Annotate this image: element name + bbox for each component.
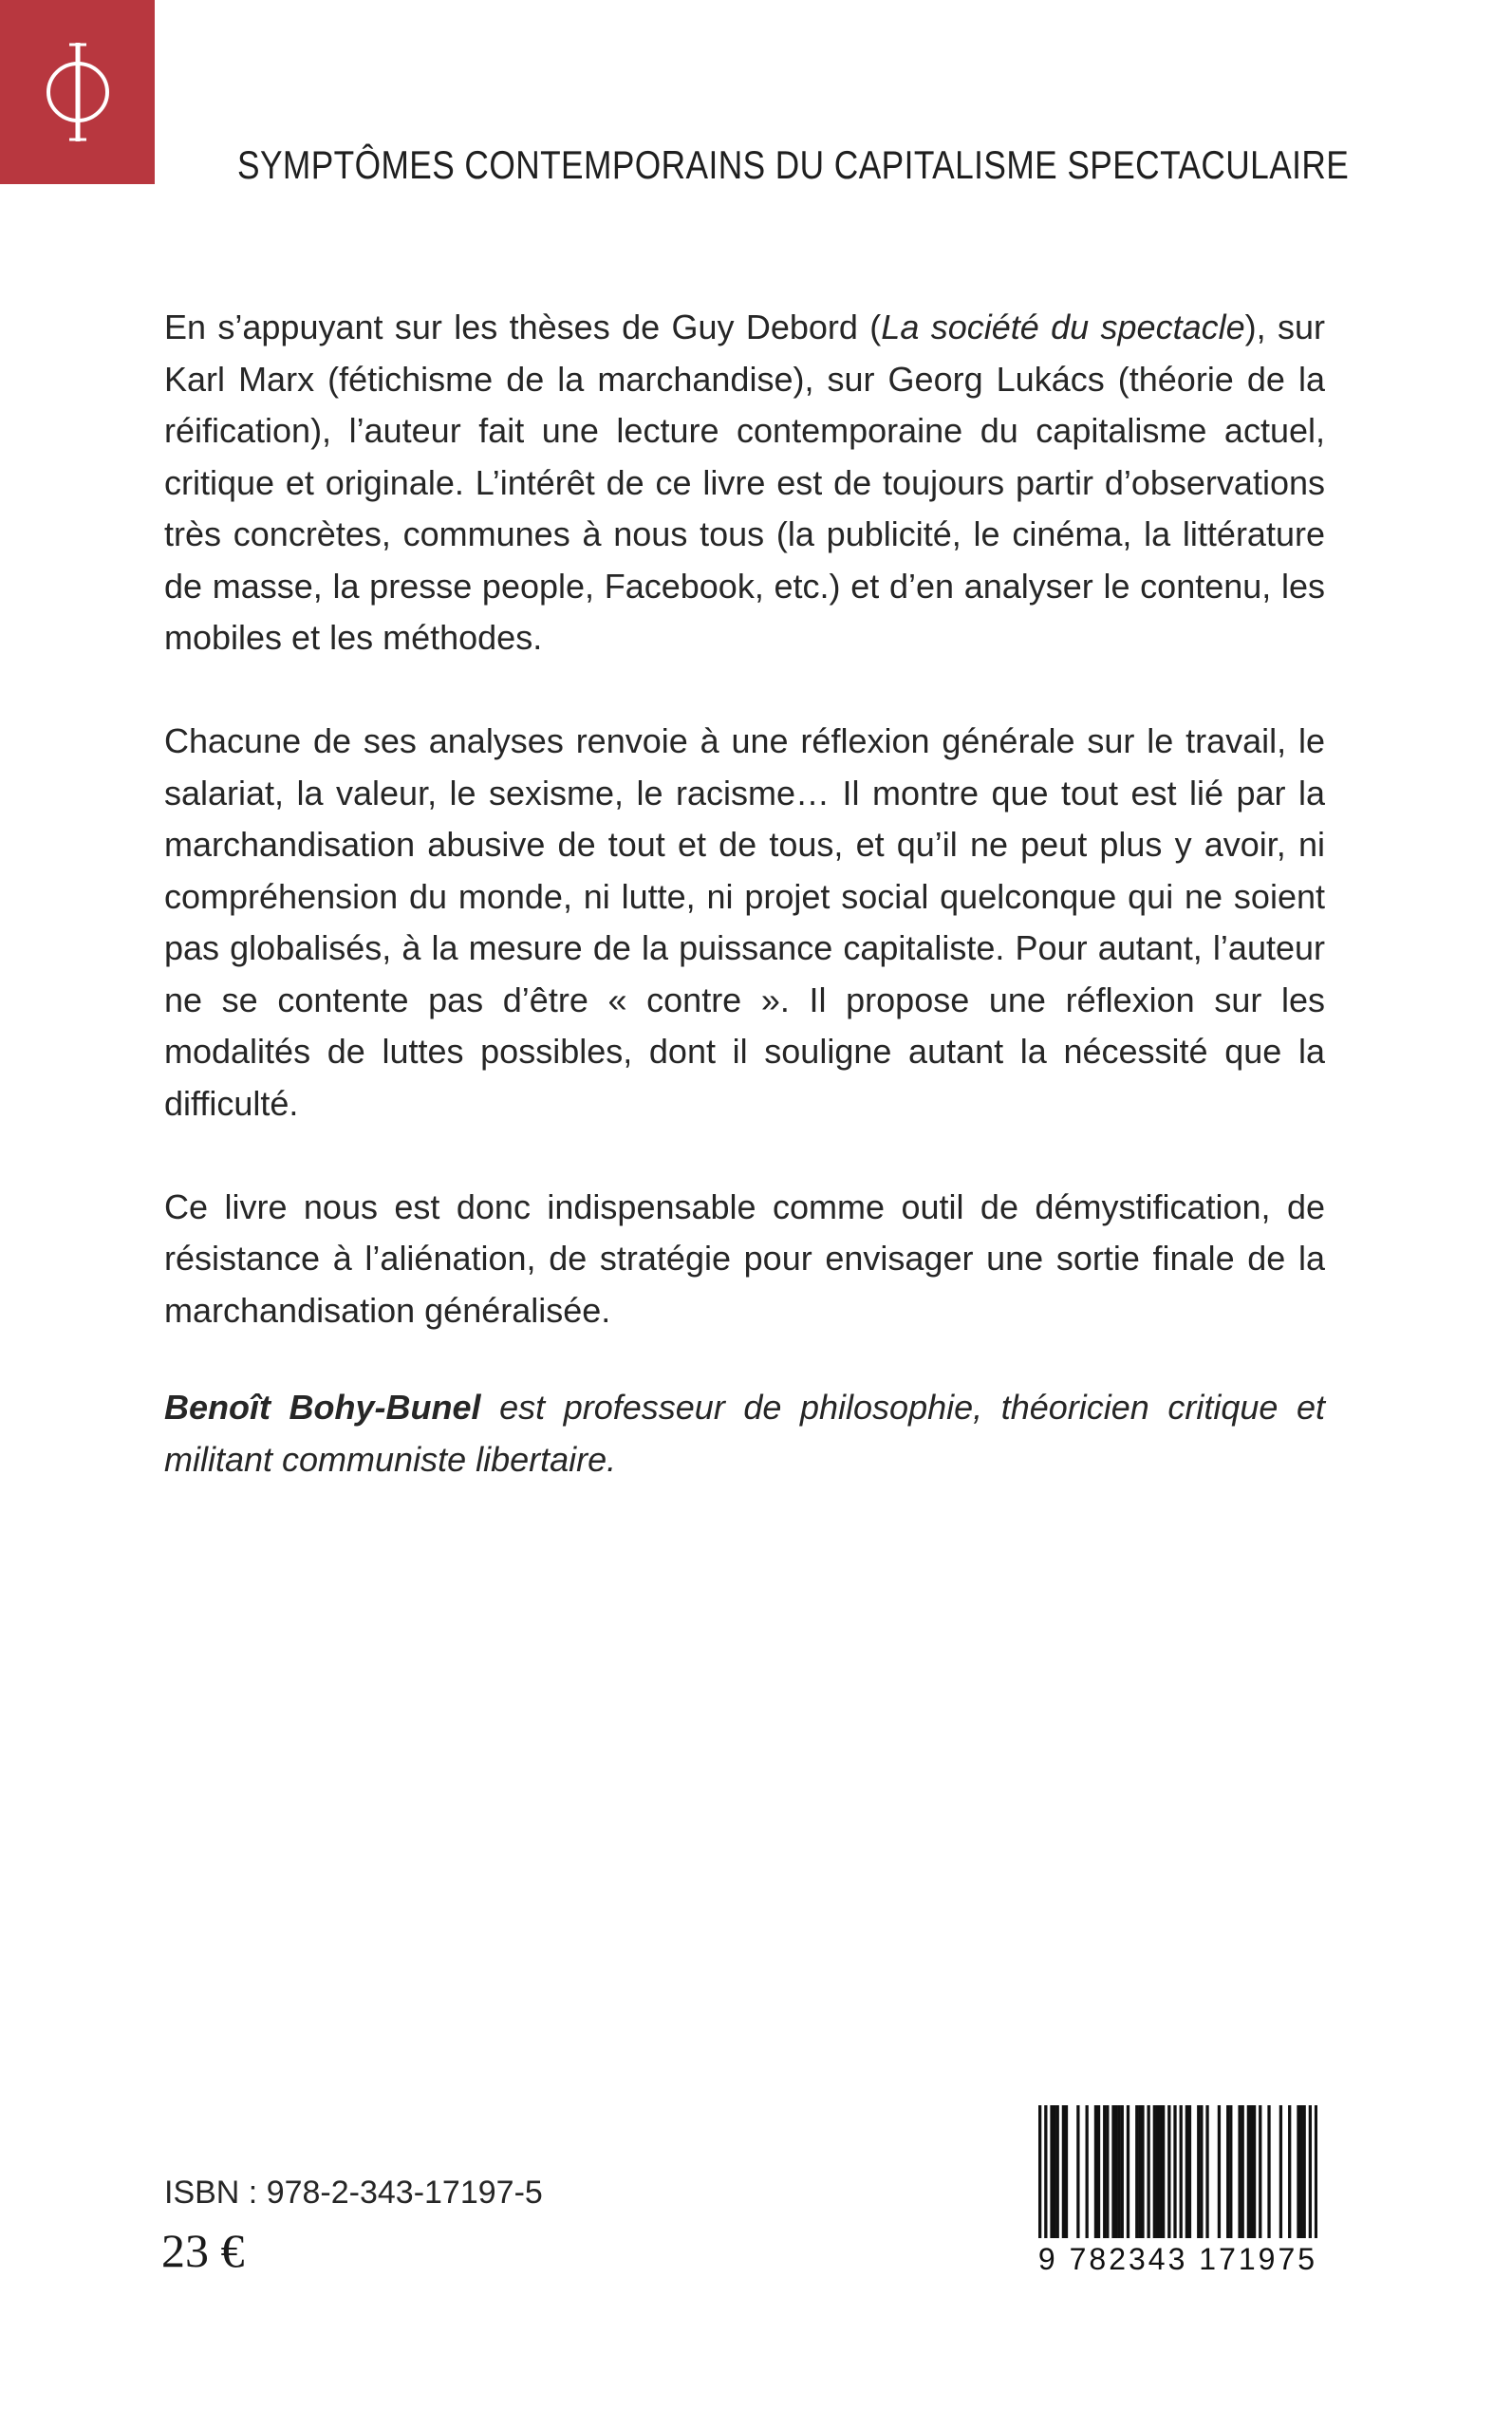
phi-logo-icon <box>35 35 121 149</box>
barcode-bar <box>1106 2105 1109 2248</box>
book-title-reference: La société du spectacle <box>881 308 1245 346</box>
barcode-bar <box>1148 2105 1150 2248</box>
barcode-bar <box>1309 2105 1312 2248</box>
barcode-bar <box>1056 2105 1059 2248</box>
barcode-bars-icon <box>1038 2105 1317 2248</box>
barcode-bar <box>1086 2105 1089 2248</box>
barcode-bar <box>1076 2105 1079 2248</box>
barcode-bar <box>1053 2105 1055 2248</box>
barcode-bar <box>1218 2105 1221 2248</box>
barcode-bar <box>1247 2105 1250 2248</box>
barcode-bar <box>1303 2105 1306 2248</box>
barcode-bar <box>1180 2105 1183 2248</box>
barcode-bar <box>1315 2105 1317 2248</box>
barcode-bar <box>1162 2105 1165 2248</box>
isbn-text: ISBN : 978-2-343-17197-5 <box>164 2175 543 2211</box>
barcode-bar <box>1297 2105 1299 2248</box>
barcode-bar <box>1197 2105 1200 2248</box>
barcode-bar <box>1111 2105 1114 2248</box>
paragraph-1 <box>164 302 1325 664</box>
barcode-number: 9 782343 171975 <box>1027 2238 1329 2280</box>
barcode-bar <box>1241 2105 1244 2248</box>
author-name: Benoît Bohy-Bunel <box>164 1388 481 1427</box>
barcode-bar <box>1141 2105 1144 2248</box>
barcode-bar <box>1267 2105 1270 2248</box>
author-description: est professeur de philosophie, théoricien critique et militant communiste libertaire. <box>164 1388 1326 1479</box>
barcode-bar <box>1097 2105 1100 2248</box>
paragraph-1-end: ), sur Karl Marx (fétichisme de la marchandise), sur Georg Lukács (théorie de la réification), l’auteur fait une lecture contemporaine du capitalisme actuel, critique et originale. L’intérêt de ce livre est de toujours partir d’observations très concrètes, communes à nous tous (la publicité, le cinéma, la littérature de masse, la presse people, Facebook, etc.) et d’en analyser le contenu, les mobiles et les méthodes. <box>164 308 1325 657</box>
barcode-bar <box>1153 2105 1156 2248</box>
barcode-bar <box>1050 2105 1053 2248</box>
paragraph-2: Chacune de ses analyses renvoie à une réflexion générale sur le travail, le salariat, la valeur, le sexisme, le racisme… Il montre que tout est lié par la marchandisation abusive de tout et de tous, et qu’il ne peut plus y avoir, ni compréhension du monde, ni lutte, ni projet social quelconque qui ne soient pas globalisés, à la mesure de la puissance capitaliste. Pour autant, l’auteur ne se contente pas d’être « contre ». Il propose une réflexion sur les modalités de luttes possibles, dont il souligne autant la nécessité que la difficulté. <box>164 721 1325 1123</box>
barcode-bar <box>1205 2105 1208 2248</box>
barcode-bar <box>1156 2105 1159 2248</box>
barcode-bar <box>1038 2105 1041 2248</box>
barcode-bar <box>1299 2105 1302 2248</box>
barcode-bar <box>1173 2105 1176 2248</box>
paragraph-1-start: En s’appuyant sur les thèses de Guy Debord ( <box>164 308 882 346</box>
barcode-bar <box>1118 2105 1121 2248</box>
barcode-bar <box>1185 2105 1188 2248</box>
price-text: 23 € <box>161 2224 245 2277</box>
barcode-bar <box>1288 2105 1291 2248</box>
barcode-bar <box>1200 2105 1203 2248</box>
barcode-bar <box>1065 2105 1068 2248</box>
barcode-bar <box>1250 2105 1253 2248</box>
paragraph-3: Ce livre nous est donc indispensable comme outil de démystification, de résistance à l’aliénation, de stratégie pour envisager une sortie finale de la marchandisation généralisée. <box>164 1186 1325 1330</box>
author-bio <box>164 1382 1325 1485</box>
barcode-bar <box>1259 2105 1261 2248</box>
barcode-bar <box>1167 2105 1170 2248</box>
barcode-bar <box>1226 2105 1229 2248</box>
barcode-bar <box>1138 2105 1141 2248</box>
barcode-bar <box>1094 2105 1097 2248</box>
barcode-bar <box>1253 2105 1256 2248</box>
barcode-bar <box>1229 2105 1232 2248</box>
barcode-bar <box>1279 2105 1282 2248</box>
series-title: SYMPTÔMES CONTEMPORAINS DU CAPITALISME SPECTACULAIRE <box>237 142 1350 187</box>
barcode-bar <box>1127 2105 1129 2248</box>
publisher-logo <box>0 0 155 184</box>
barcode-bar <box>1103 2105 1106 2248</box>
barcode-bar <box>1188 2105 1191 2248</box>
barcode-bar <box>1135 2105 1138 2248</box>
barcode-bar <box>1044 2105 1047 2248</box>
barcode-bar <box>1159 2105 1162 2248</box>
barcode-bar <box>1062 2105 1065 2248</box>
barcode-bar <box>1121 2105 1124 2248</box>
barcode-bar <box>1114 2105 1117 2248</box>
blurb <box>164 302 1325 1389</box>
barcode-bar <box>1238 2105 1241 2248</box>
barcode <box>1027 2101 1329 2296</box>
